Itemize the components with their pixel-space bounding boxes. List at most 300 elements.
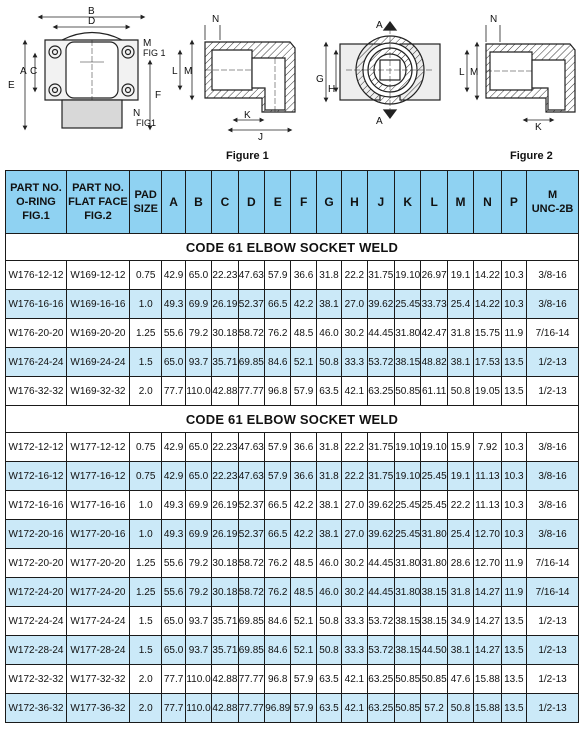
column-header: H bbox=[342, 171, 367, 234]
table-cell: 14.27 bbox=[474, 636, 501, 665]
table-cell: 19.1 bbox=[447, 462, 473, 491]
table-row bbox=[6, 319, 579, 348]
table-cell: 36.6 bbox=[291, 261, 316, 290]
table-cell: 57.9 bbox=[291, 377, 316, 406]
figure-1-caption: Figure 1 bbox=[226, 150, 269, 162]
table-row bbox=[6, 290, 579, 319]
table-cell: 57.9 bbox=[265, 462, 291, 491]
table-row bbox=[6, 433, 579, 462]
part-no-flat-face-cell: W177-36-32 bbox=[66, 694, 129, 723]
table-cell: 46.0 bbox=[316, 578, 341, 607]
column-header: C bbox=[212, 171, 238, 234]
table-cell: 34.9 bbox=[447, 607, 473, 636]
table-cell: 28.6 bbox=[447, 549, 473, 578]
table-cell: 47.63 bbox=[238, 261, 264, 290]
table-cell: 2.0 bbox=[129, 665, 162, 694]
dim-label-c: C bbox=[30, 66, 38, 77]
column-header: L bbox=[421, 171, 447, 234]
table-cell: 49.3 bbox=[162, 290, 185, 319]
table-cell: 38.1 bbox=[447, 636, 473, 665]
table-cell: 42.2 bbox=[291, 290, 316, 319]
table-cell: 84.6 bbox=[265, 607, 291, 636]
table-cell: 31.80 bbox=[395, 549, 421, 578]
part-no-oring-cell: W172-12-12 bbox=[6, 433, 67, 462]
table-cell: 15.88 bbox=[474, 665, 501, 694]
table-cell: 84.6 bbox=[265, 636, 291, 665]
table-cell: 79.2 bbox=[185, 319, 211, 348]
table-cell: 2.0 bbox=[129, 377, 162, 406]
dim-label-e: E bbox=[8, 80, 15, 91]
table-cell: 63.5 bbox=[316, 665, 341, 694]
table-cell: 2.0 bbox=[129, 694, 162, 723]
part-no-oring-cell: W176-32-32 bbox=[6, 377, 67, 406]
table-cell: 42.88 bbox=[212, 665, 238, 694]
table-row bbox=[6, 665, 579, 694]
table-cell: 55.6 bbox=[162, 319, 185, 348]
part-no-flat-face-cell: W177-16-16 bbox=[66, 491, 129, 520]
table-cell: 10.3 bbox=[501, 491, 526, 520]
table-cell: 52.37 bbox=[238, 491, 264, 520]
part-no-flat-face-cell: W177-24-24 bbox=[66, 607, 129, 636]
table-cell: 93.7 bbox=[185, 607, 211, 636]
part-no-flat-face-cell: W177-20-20 bbox=[66, 549, 129, 578]
table-cell: 7.92 bbox=[474, 433, 501, 462]
table-cell: 12.70 bbox=[474, 520, 501, 549]
table-cell: 31.8 bbox=[316, 261, 341, 290]
table-cell: 26.19 bbox=[212, 520, 238, 549]
table-cell: 11.9 bbox=[501, 319, 526, 348]
part-no-oring-cell: W172-28-24 bbox=[6, 636, 67, 665]
fig1-ref-label: FIG 1 bbox=[143, 48, 166, 58]
dim-label-l2: L bbox=[172, 66, 178, 77]
table-cell: 48.5 bbox=[291, 578, 316, 607]
table-cell: 22.2 bbox=[342, 261, 367, 290]
dim-label-j2: J bbox=[258, 132, 263, 143]
table-cell: 42.1 bbox=[342, 694, 367, 723]
table-cell: 52.1 bbox=[291, 607, 316, 636]
table-cell: 17.53 bbox=[474, 348, 501, 377]
column-header: J bbox=[367, 171, 394, 234]
table-cell: 69.85 bbox=[238, 348, 264, 377]
table-cell: 57.9 bbox=[291, 694, 316, 723]
table-cell: 0.75 bbox=[129, 462, 162, 491]
table-cell: 58.72 bbox=[238, 319, 264, 348]
table-cell: 1/2-13 bbox=[527, 636, 579, 665]
table-cell: 31.8 bbox=[316, 462, 341, 491]
table-cell: 65.0 bbox=[162, 348, 185, 377]
table-cell: 46.0 bbox=[316, 319, 341, 348]
table-cell: 1.5 bbox=[129, 636, 162, 665]
part-no-oring-cell: W172-16-12 bbox=[6, 462, 67, 491]
part-no-flat-face-cell: W177-24-20 bbox=[66, 578, 129, 607]
table-cell: 33.73 bbox=[421, 290, 447, 319]
table-cell: 14.22 bbox=[474, 261, 501, 290]
table-cell: 39.62 bbox=[367, 290, 394, 319]
flange-front-view bbox=[25, 17, 150, 128]
table-cell: 1.0 bbox=[129, 290, 162, 319]
table-cell: 14.22 bbox=[474, 290, 501, 319]
table-row bbox=[6, 462, 579, 491]
part-no-flat-face-cell: W177-20-16 bbox=[66, 520, 129, 549]
column-header: D bbox=[238, 171, 264, 234]
part-no-flat-face-cell: W169-20-20 bbox=[66, 319, 129, 348]
table-cell: 13.5 bbox=[501, 607, 526, 636]
table-cell: 76.2 bbox=[265, 319, 291, 348]
table-cell: 26.19 bbox=[212, 491, 238, 520]
dimension-table-container bbox=[5, 170, 579, 723]
table-cell: 19.10 bbox=[395, 462, 421, 491]
table-cell: 1.0 bbox=[129, 520, 162, 549]
table-cell: 35.71 bbox=[212, 607, 238, 636]
table-cell: 50.8 bbox=[316, 348, 341, 377]
table-cell: 30.2 bbox=[342, 578, 367, 607]
table-cell: 13.5 bbox=[501, 636, 526, 665]
table-cell: 44.45 bbox=[367, 549, 394, 578]
table-cell: 50.85 bbox=[421, 665, 447, 694]
table-cell: 42.9 bbox=[162, 261, 185, 290]
column-header: M UNC-2B bbox=[527, 171, 579, 234]
table-cell: 27.0 bbox=[342, 520, 367, 549]
table-cell: 48.5 bbox=[291, 319, 316, 348]
table-cell: 3/8-16 bbox=[527, 290, 579, 319]
table-cell: 22.23 bbox=[212, 462, 238, 491]
table-cell: 42.9 bbox=[162, 433, 185, 462]
table-cell: 44.45 bbox=[367, 578, 394, 607]
table-cell: 42.2 bbox=[291, 520, 316, 549]
table-cell: 42.47 bbox=[421, 319, 447, 348]
table-cell: 31.80 bbox=[395, 319, 421, 348]
part-no-oring-cell: W176-16-16 bbox=[6, 290, 67, 319]
table-cell: 79.2 bbox=[185, 578, 211, 607]
table-cell: 38.15 bbox=[395, 348, 421, 377]
table-cell: 44.50 bbox=[421, 636, 447, 665]
table-cell: 48.5 bbox=[291, 549, 316, 578]
table-cell: 31.75 bbox=[367, 462, 394, 491]
dim-label-g: G bbox=[316, 74, 324, 85]
dim-label-l4: L bbox=[459, 67, 465, 78]
table-cell: 63.25 bbox=[367, 694, 394, 723]
dimension-table bbox=[5, 170, 579, 723]
table-cell: 26.19 bbox=[212, 290, 238, 319]
table-cell: 31.8 bbox=[447, 319, 473, 348]
table-cell: 31.80 bbox=[421, 520, 447, 549]
table-cell: 7/16-14 bbox=[527, 319, 579, 348]
part-no-oring-cell: W172-20-16 bbox=[6, 520, 67, 549]
table-cell: 38.1 bbox=[316, 520, 341, 549]
table-cell: 14.27 bbox=[474, 607, 501, 636]
table-cell: 50.85 bbox=[395, 377, 421, 406]
dim-label-f: F bbox=[155, 90, 162, 101]
table-cell: 53.72 bbox=[367, 348, 394, 377]
table-cell: 13.5 bbox=[501, 348, 526, 377]
figure-2-caption: Figure 2 bbox=[510, 150, 553, 162]
table-cell: 10.3 bbox=[501, 290, 526, 319]
dim-label-n4: N bbox=[490, 14, 498, 25]
table-cell: 50.8 bbox=[447, 694, 473, 723]
table-cell: 1.5 bbox=[129, 348, 162, 377]
fig1-ref-label-2: FIG1 bbox=[136, 118, 157, 128]
table-cell: 65.0 bbox=[185, 462, 211, 491]
column-header: PAD SIZE bbox=[129, 171, 162, 234]
column-header: G bbox=[316, 171, 341, 234]
table-row bbox=[6, 607, 579, 636]
table-cell: 110.0 bbox=[185, 377, 211, 406]
table-cell: 52.37 bbox=[238, 520, 264, 549]
table-cell: 30.18 bbox=[212, 578, 238, 607]
table-cell: 84.6 bbox=[265, 348, 291, 377]
table-row bbox=[6, 348, 579, 377]
section-title: CODE 61 ELBOW SOCKET WELD bbox=[6, 406, 579, 433]
table-cell: 3/8-16 bbox=[527, 491, 579, 520]
table-cell: 10.3 bbox=[501, 261, 526, 290]
table-cell: 110.0 bbox=[185, 665, 211, 694]
table-cell: 50.85 bbox=[395, 694, 421, 723]
table-cell: 76.2 bbox=[265, 549, 291, 578]
table-cell: 25.45 bbox=[395, 491, 421, 520]
table-cell: 31.75 bbox=[367, 433, 394, 462]
table-cell: 93.7 bbox=[185, 348, 211, 377]
column-header: PART NO. O-RING FIG.1 bbox=[6, 171, 67, 234]
column-header: P bbox=[501, 171, 526, 234]
table-cell: 77.7 bbox=[162, 377, 185, 406]
table-cell: 57.9 bbox=[265, 261, 291, 290]
table-cell: 57.9 bbox=[291, 665, 316, 694]
column-header: A bbox=[162, 171, 185, 234]
table-cell: 3/8-16 bbox=[527, 261, 579, 290]
table-cell: 35.71 bbox=[212, 636, 238, 665]
technical-drawings bbox=[0, 0, 584, 170]
table-cell: 19.10 bbox=[395, 433, 421, 462]
table-cell: 13.5 bbox=[501, 694, 526, 723]
table-row bbox=[6, 549, 579, 578]
column-header: M bbox=[447, 171, 473, 234]
part-no-flat-face-cell: W169-24-24 bbox=[66, 348, 129, 377]
column-header: N bbox=[474, 171, 501, 234]
table-cell: 96.8 bbox=[265, 377, 291, 406]
column-header: PART NO. FLAT FACE FIG.2 bbox=[66, 171, 129, 234]
table-cell: 7/16-14 bbox=[527, 578, 579, 607]
table-cell: 39.62 bbox=[367, 520, 394, 549]
table-cell: 30.18 bbox=[212, 549, 238, 578]
table-cell: 13.5 bbox=[501, 377, 526, 406]
table-body bbox=[6, 234, 579, 723]
table-cell: 65.0 bbox=[185, 433, 211, 462]
table-cell: 57.9 bbox=[265, 433, 291, 462]
table-cell: 69.9 bbox=[185, 290, 211, 319]
table-cell: 44.45 bbox=[367, 319, 394, 348]
table-cell: 77.77 bbox=[238, 694, 264, 723]
section-title: CODE 61 ELBOW SOCKET WELD bbox=[6, 234, 579, 261]
table-cell: 22.23 bbox=[212, 261, 238, 290]
table-cell: 38.15 bbox=[395, 636, 421, 665]
table-cell: 22.2 bbox=[447, 491, 473, 520]
table-cell: 63.5 bbox=[316, 377, 341, 406]
table-cell: 39.62 bbox=[367, 491, 394, 520]
part-no-flat-face-cell: W177-28-24 bbox=[66, 636, 129, 665]
section-header-row bbox=[6, 406, 579, 433]
table-cell: 65.0 bbox=[185, 261, 211, 290]
table-cell: 69.85 bbox=[238, 607, 264, 636]
table-cell: 52.1 bbox=[291, 636, 316, 665]
table-cell: 25.4 bbox=[447, 290, 473, 319]
table-cell: 69.85 bbox=[238, 636, 264, 665]
table-row bbox=[6, 636, 579, 665]
table-cell: 1/2-13 bbox=[527, 694, 579, 723]
table-cell: 22.23 bbox=[212, 433, 238, 462]
table-cell: 3/8-16 bbox=[527, 520, 579, 549]
dim-label-m: M bbox=[143, 38, 152, 49]
table-cell: 15.88 bbox=[474, 694, 501, 723]
table-cell: 25.45 bbox=[421, 491, 447, 520]
table-cell: 38.15 bbox=[421, 578, 447, 607]
table-cell: 58.72 bbox=[238, 578, 264, 607]
table-cell: 30.18 bbox=[212, 319, 238, 348]
table-cell: 14.27 bbox=[474, 578, 501, 607]
table-cell: 31.8 bbox=[447, 578, 473, 607]
table-cell: 66.5 bbox=[265, 520, 291, 549]
table-cell: 42.88 bbox=[212, 694, 238, 723]
table-cell: 58.72 bbox=[238, 549, 264, 578]
column-header: F bbox=[291, 171, 316, 234]
part-no-oring-cell: W172-20-20 bbox=[6, 549, 67, 578]
table-cell: 31.80 bbox=[421, 549, 447, 578]
table-cell: 66.5 bbox=[265, 290, 291, 319]
table-row bbox=[6, 694, 579, 723]
table-cell: 53.72 bbox=[367, 636, 394, 665]
table-cell: 63.5 bbox=[316, 694, 341, 723]
table-cell: 110.0 bbox=[185, 694, 211, 723]
table-cell: 1/2-13 bbox=[527, 607, 579, 636]
table-cell: 49.3 bbox=[162, 491, 185, 520]
table-cell: 65.0 bbox=[162, 636, 185, 665]
table-cell: 25.45 bbox=[395, 290, 421, 319]
table-cell: 96.89 bbox=[265, 694, 291, 723]
table-cell: 31.80 bbox=[395, 578, 421, 607]
dim-label-n2: N bbox=[212, 14, 220, 25]
table-cell: 69.9 bbox=[185, 520, 211, 549]
table-cell: 53.72 bbox=[367, 607, 394, 636]
table-cell: 1.25 bbox=[129, 578, 162, 607]
part-no-flat-face-cell: W177-16-12 bbox=[66, 462, 129, 491]
table-cell: 77.77 bbox=[238, 377, 264, 406]
table-cell: 57.2 bbox=[421, 694, 447, 723]
part-no-oring-cell: W172-16-16 bbox=[6, 491, 67, 520]
table-cell: 30.2 bbox=[342, 319, 367, 348]
part-no-oring-cell: W176-24-24 bbox=[6, 348, 67, 377]
part-no-flat-face-cell: W169-12-12 bbox=[66, 261, 129, 290]
dim-label-m2: M bbox=[184, 66, 193, 77]
table-cell: 19.05 bbox=[474, 377, 501, 406]
table-cell: 76.2 bbox=[265, 578, 291, 607]
table-cell: 55.6 bbox=[162, 578, 185, 607]
table-cell: 55.6 bbox=[162, 549, 185, 578]
section-label-a-top: A bbox=[376, 20, 383, 31]
table-cell: 10.3 bbox=[501, 520, 526, 549]
table-cell: 50.8 bbox=[316, 636, 341, 665]
table-cell: 33.3 bbox=[342, 607, 367, 636]
table-cell: 77.77 bbox=[238, 665, 264, 694]
table-cell: 77.7 bbox=[162, 694, 185, 723]
drawings-svg bbox=[0, 0, 584, 170]
table-cell: 25.4 bbox=[447, 520, 473, 549]
table-cell: 7/16-14 bbox=[527, 549, 579, 578]
flat-face-section-view bbox=[467, 25, 575, 120]
table-cell: 66.5 bbox=[265, 491, 291, 520]
table-cell: 42.2 bbox=[291, 491, 316, 520]
part-no-flat-face-cell: W169-32-32 bbox=[66, 377, 129, 406]
table-cell: 47.63 bbox=[238, 433, 264, 462]
table-cell: 38.1 bbox=[447, 348, 473, 377]
part-no-flat-face-cell: W177-12-12 bbox=[66, 433, 129, 462]
table-cell: 25.45 bbox=[421, 462, 447, 491]
table-cell: 33.3 bbox=[342, 348, 367, 377]
table-cell: 1/2-13 bbox=[527, 665, 579, 694]
part-no-flat-face-cell: W169-16-16 bbox=[66, 290, 129, 319]
table-cell: 0.75 bbox=[129, 433, 162, 462]
table-row bbox=[6, 578, 579, 607]
table-row bbox=[6, 261, 579, 290]
table-cell: 42.9 bbox=[162, 462, 185, 491]
table-cell: 1/2-13 bbox=[527, 348, 579, 377]
table-cell: 1.25 bbox=[129, 319, 162, 348]
part-no-oring-cell: W176-20-20 bbox=[6, 319, 67, 348]
dim-label-m4: M bbox=[470, 67, 479, 78]
table-cell: 93.7 bbox=[185, 636, 211, 665]
table-cell: 1/2-13 bbox=[527, 377, 579, 406]
table-cell: 65.0 bbox=[162, 607, 185, 636]
table-cell: 46.0 bbox=[316, 549, 341, 578]
table-cell: 3/8-16 bbox=[527, 462, 579, 491]
table-cell: 31.8 bbox=[316, 433, 341, 462]
table-cell: 33.3 bbox=[342, 636, 367, 665]
table-cell: 42.1 bbox=[342, 377, 367, 406]
table-cell: 50.8 bbox=[447, 377, 473, 406]
table-cell: 22.2 bbox=[342, 433, 367, 462]
table-cell: 63.25 bbox=[367, 377, 394, 406]
table-cell: 49.3 bbox=[162, 520, 185, 549]
table-cell: 0.75 bbox=[129, 261, 162, 290]
table-cell: 38.15 bbox=[421, 607, 447, 636]
section-label-a-bottom: A bbox=[376, 116, 383, 127]
table-header-row bbox=[6, 171, 579, 234]
table-cell: 61.11 bbox=[421, 377, 447, 406]
part-no-oring-cell: W176-12-12 bbox=[6, 261, 67, 290]
table-cell: 27.0 bbox=[342, 491, 367, 520]
table-cell: 15.9 bbox=[447, 433, 473, 462]
part-no-oring-cell: W172-24-20 bbox=[6, 578, 67, 607]
table-cell: 10.3 bbox=[501, 462, 526, 491]
dim-label-b: B bbox=[88, 6, 95, 17]
table-cell: 38.1 bbox=[316, 290, 341, 319]
table-cell: 27.0 bbox=[342, 290, 367, 319]
table-row bbox=[6, 491, 579, 520]
part-no-flat-face-cell: W177-32-32 bbox=[66, 665, 129, 694]
table-cell: 35.71 bbox=[212, 348, 238, 377]
table-cell: 36.6 bbox=[291, 433, 316, 462]
table-cell: 26.97 bbox=[421, 261, 447, 290]
table-cell: 30.2 bbox=[342, 549, 367, 578]
column-header: K bbox=[395, 171, 421, 234]
table-cell: 25.45 bbox=[395, 520, 421, 549]
part-no-oring-cell: W172-24-24 bbox=[6, 607, 67, 636]
part-no-oring-cell: W172-36-32 bbox=[6, 694, 67, 723]
dim-label-d: D bbox=[88, 16, 96, 27]
dim-label-a: A bbox=[20, 66, 27, 77]
table-cell: 13.5 bbox=[501, 665, 526, 694]
table-cell: 50.8 bbox=[316, 607, 341, 636]
table-row bbox=[6, 520, 579, 549]
dim-label-h: H bbox=[328, 84, 336, 95]
